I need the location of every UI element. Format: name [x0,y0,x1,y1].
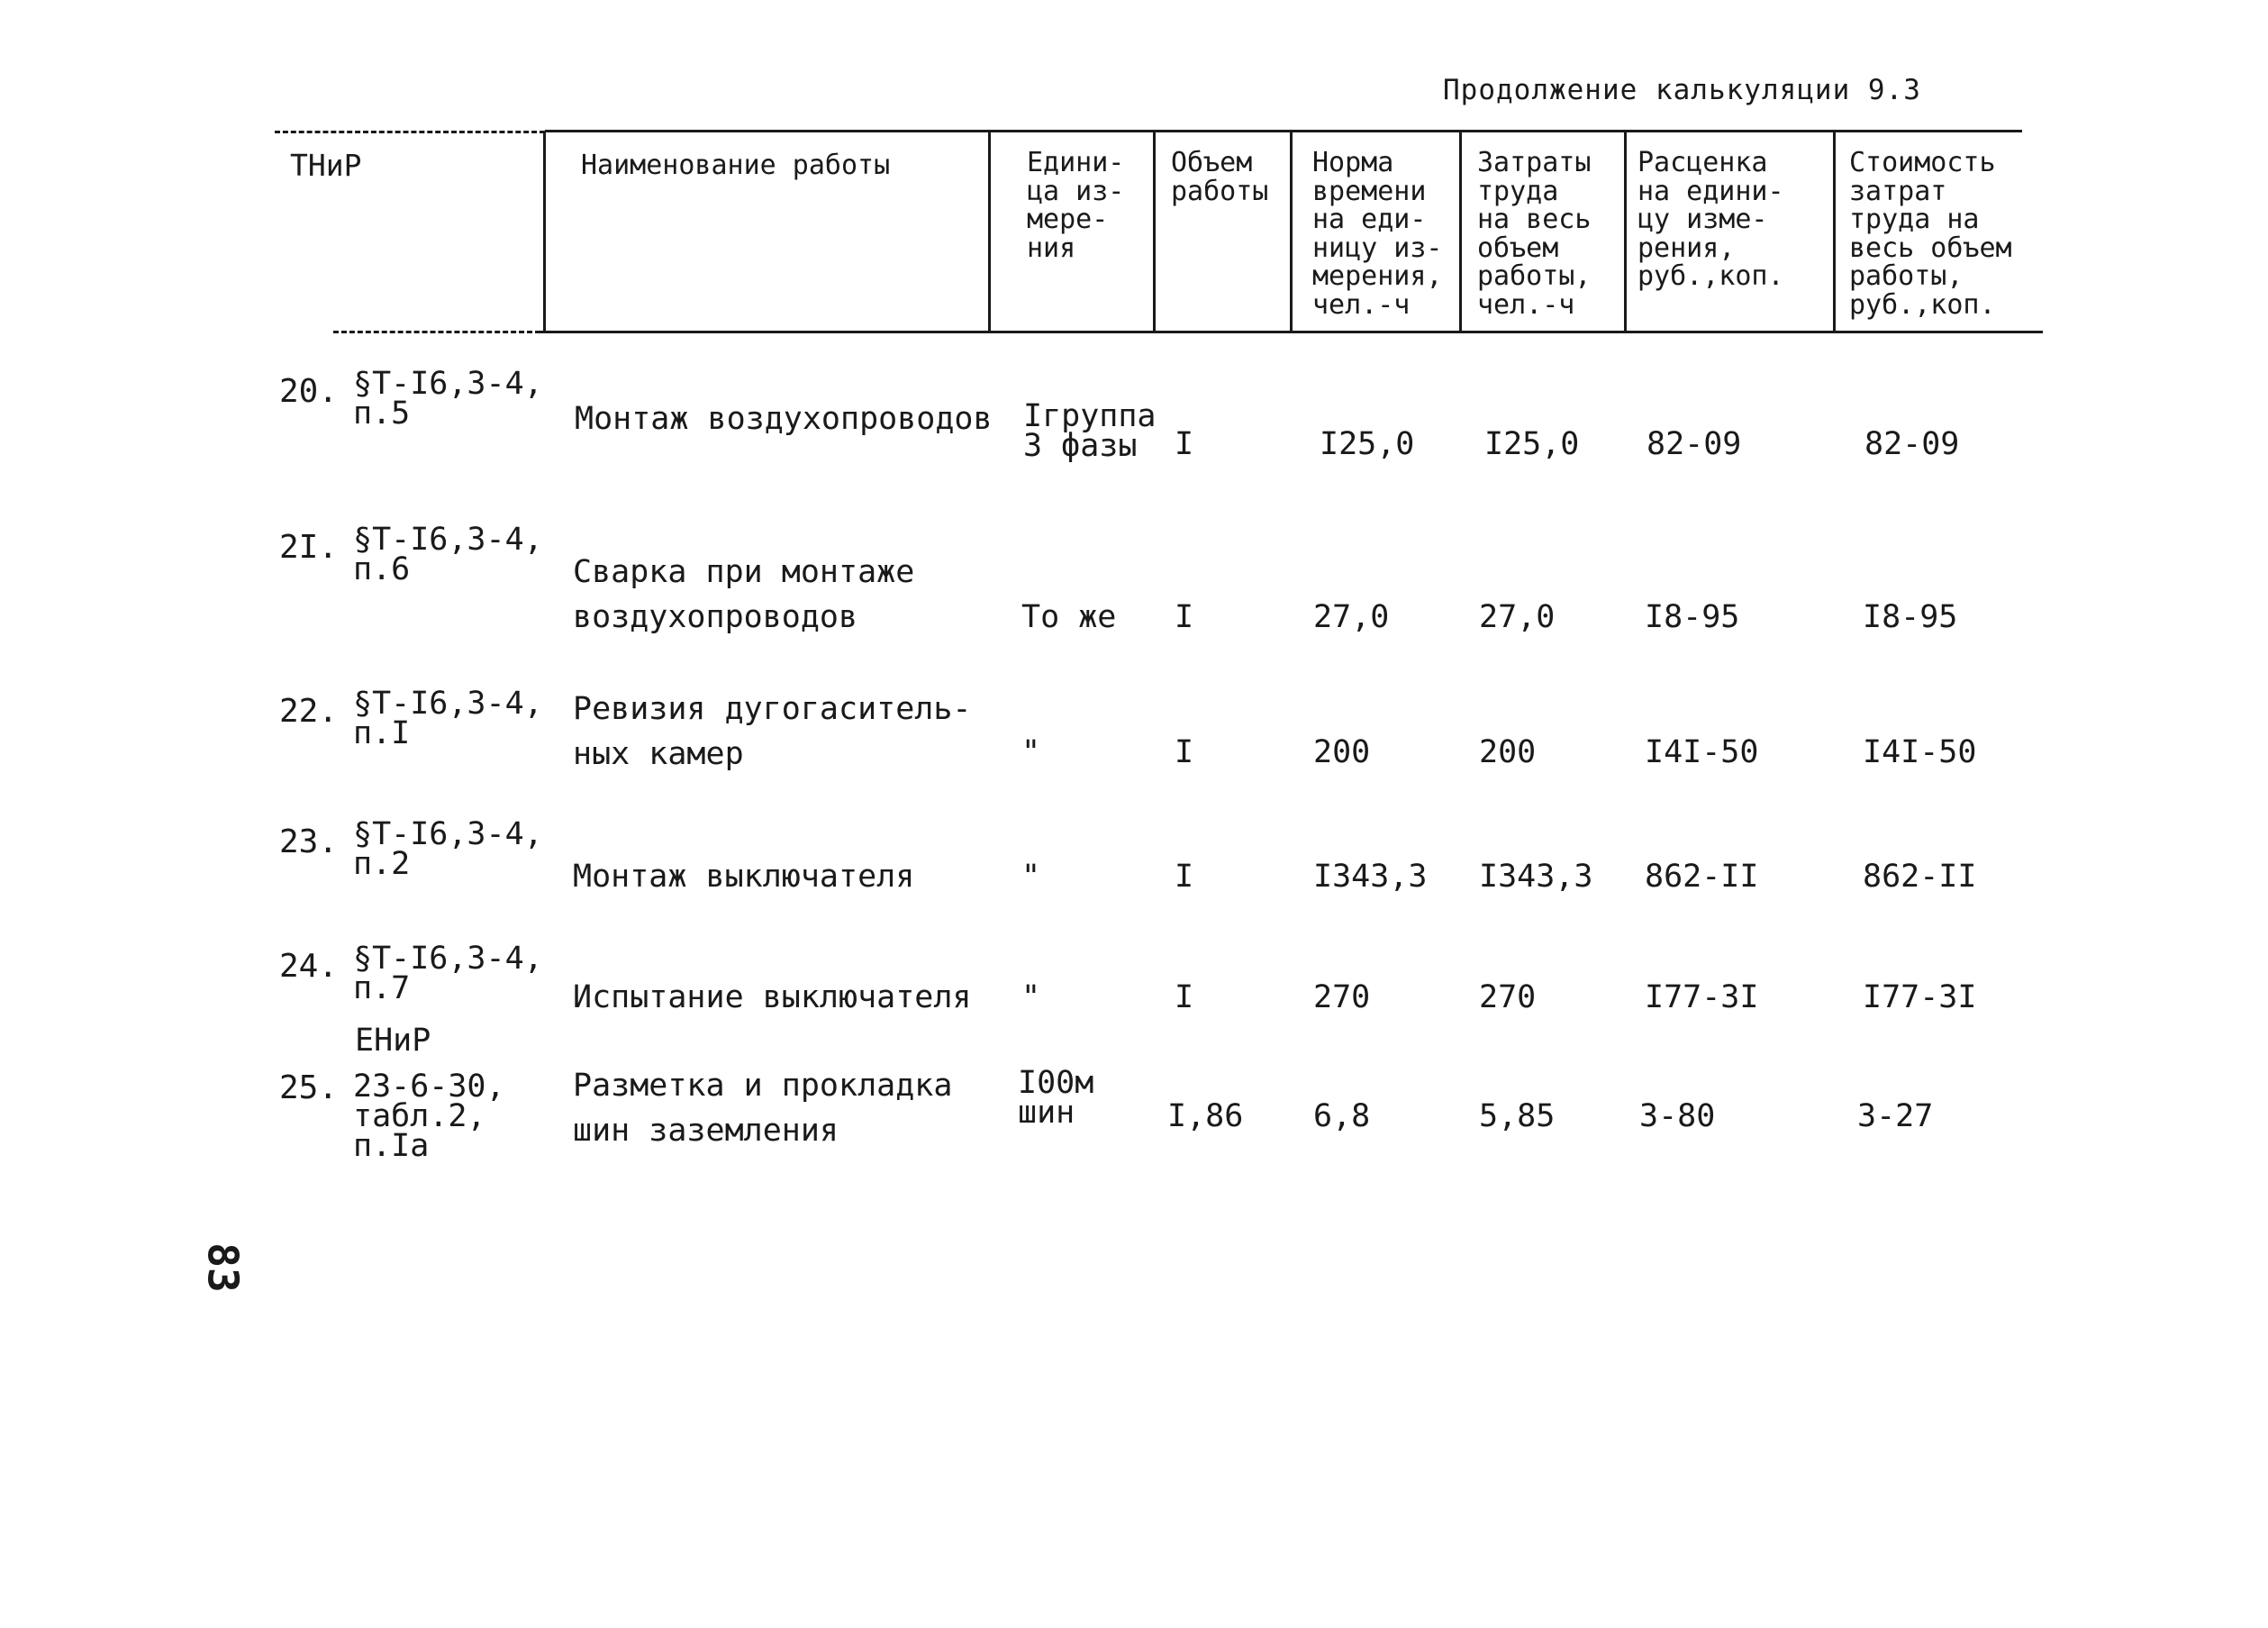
row-work-name: Ревизия дугогаситель- ных камер [573,691,972,772]
header-unit: Едини- ца из- мере- ния [1027,147,1125,264]
row-reference: §Т-I6,3-4, п.5 [353,366,543,432]
row-quantity: I,86 [1167,1098,1244,1134]
row-time-norm: I343,3 [1313,859,1428,895]
row-time-norm: 6,8 [1313,1098,1371,1134]
column-divider-7 [1833,132,1836,332]
row-work-name: Монтаж воздухопроводов [575,401,993,437]
row-time-norm: 27,0 [1313,599,1390,635]
row-total-cost: 862-II [1863,859,1977,895]
header-work-name: Наименование работы [581,150,891,181]
column-divider-6 [1624,132,1627,332]
row-number: 23. [279,823,339,860]
column-divider-2 [988,132,991,332]
row-unit-rate: I8-95 [1645,599,1740,635]
row-quantity: I [1175,599,1194,635]
row-labor-total: 200 [1479,734,1537,770]
header-quantity: Объем работы [1171,147,1269,207]
row-quantity: I [1175,734,1194,770]
row-unit: Iгруппа 3 фазы [1023,398,1157,464]
row-labor-total: 5,85 [1479,1098,1556,1134]
header-unit-rate: Расценка на едини- цу изме- рения, руб.,коп. [1637,147,1784,292]
row-time-norm: 270 [1313,979,1371,1015]
row-reference: 23-6-30, табл.2, п.Iа [353,1069,505,1164]
row-labor-total: I343,3 [1479,859,1593,895]
row-work-name: Сварка при монтаже воздухопроводов [573,554,915,635]
row-unit: " [1021,734,1041,770]
row-unit-rate: 862-II [1645,859,1759,895]
row-number: 20. [279,373,339,410]
table-top-rule [545,130,2022,132]
row-reference: §Т-I6,3-4, п.2 [353,816,543,882]
row-reference: §Т-I6,3-4, п.6 [353,522,543,587]
row-unit: I00м шин [1018,1065,1094,1131]
row-total-cost: I4I-50 [1863,734,1977,770]
row-quantity: I [1175,979,1194,1015]
column-divider-5 [1459,132,1462,332]
header-time-norm: Норма времени на еди- ницу из- мерения, чел.-ч [1312,147,1443,321]
page-heading: Продолжение калькуляции 9.3 [1443,74,1921,106]
row-unit: " [1021,979,1041,1015]
row-number: 22. [279,693,339,730]
row-total-cost: 3-27 [1857,1098,1934,1134]
row-labor-total: 27,0 [1479,599,1556,635]
page-number: 83 [198,1242,248,1293]
row-time-norm: 200 [1313,734,1371,770]
column-divider-3 [1153,132,1156,332]
row-unit: То же [1021,599,1117,635]
row-work-name: Испытание выключателя [573,979,972,1015]
column-divider-4 [1290,132,1293,332]
row-work-name: Монтаж выключателя [573,859,915,895]
column-divider-1 [543,132,546,332]
header-bottom-rule-dashed [333,331,540,333]
row-total-cost: I8-95 [1863,599,1958,635]
row-total-cost: I77-3I [1863,979,1977,1015]
header-total-cost: Стоимость затрат труда на весь объем работы, руб.,коп. [1849,147,2012,321]
row-unit-rate: I77-3I [1645,979,1759,1015]
header-thir: ТНиР [290,148,362,183]
row-labor-total: I25,0 [1484,426,1580,462]
row-number: 24. [279,948,339,985]
row-unit: " [1021,859,1041,895]
header-labor-total: Затраты труда на весь объем работы, чел.-ч [1477,147,1592,321]
row-unit-rate: I4I-50 [1645,734,1759,770]
row-unit-rate: 82-09 [1647,426,1742,462]
row-labor-total: 270 [1479,979,1537,1015]
row-reference: §Т-I6,3-4, п.I [353,686,543,751]
table-top-rule-dashed [275,131,545,133]
row-reference: §Т-I6,3-4, п.7 [353,941,543,1006]
row-quantity: I [1175,426,1194,462]
row-total-cost: 82-09 [1864,426,1960,462]
row-time-norm: I25,0 [1320,426,1415,462]
row-reference-prefix: ЕНиР [355,1023,431,1059]
row-number: 2I. [279,529,339,566]
row-number: 25. [279,1069,339,1106]
row-unit-rate: 3-80 [1639,1098,1716,1134]
row-work-name: Разметка и прокладка шин заземления [573,1068,953,1149]
row-quantity: I [1175,859,1194,895]
